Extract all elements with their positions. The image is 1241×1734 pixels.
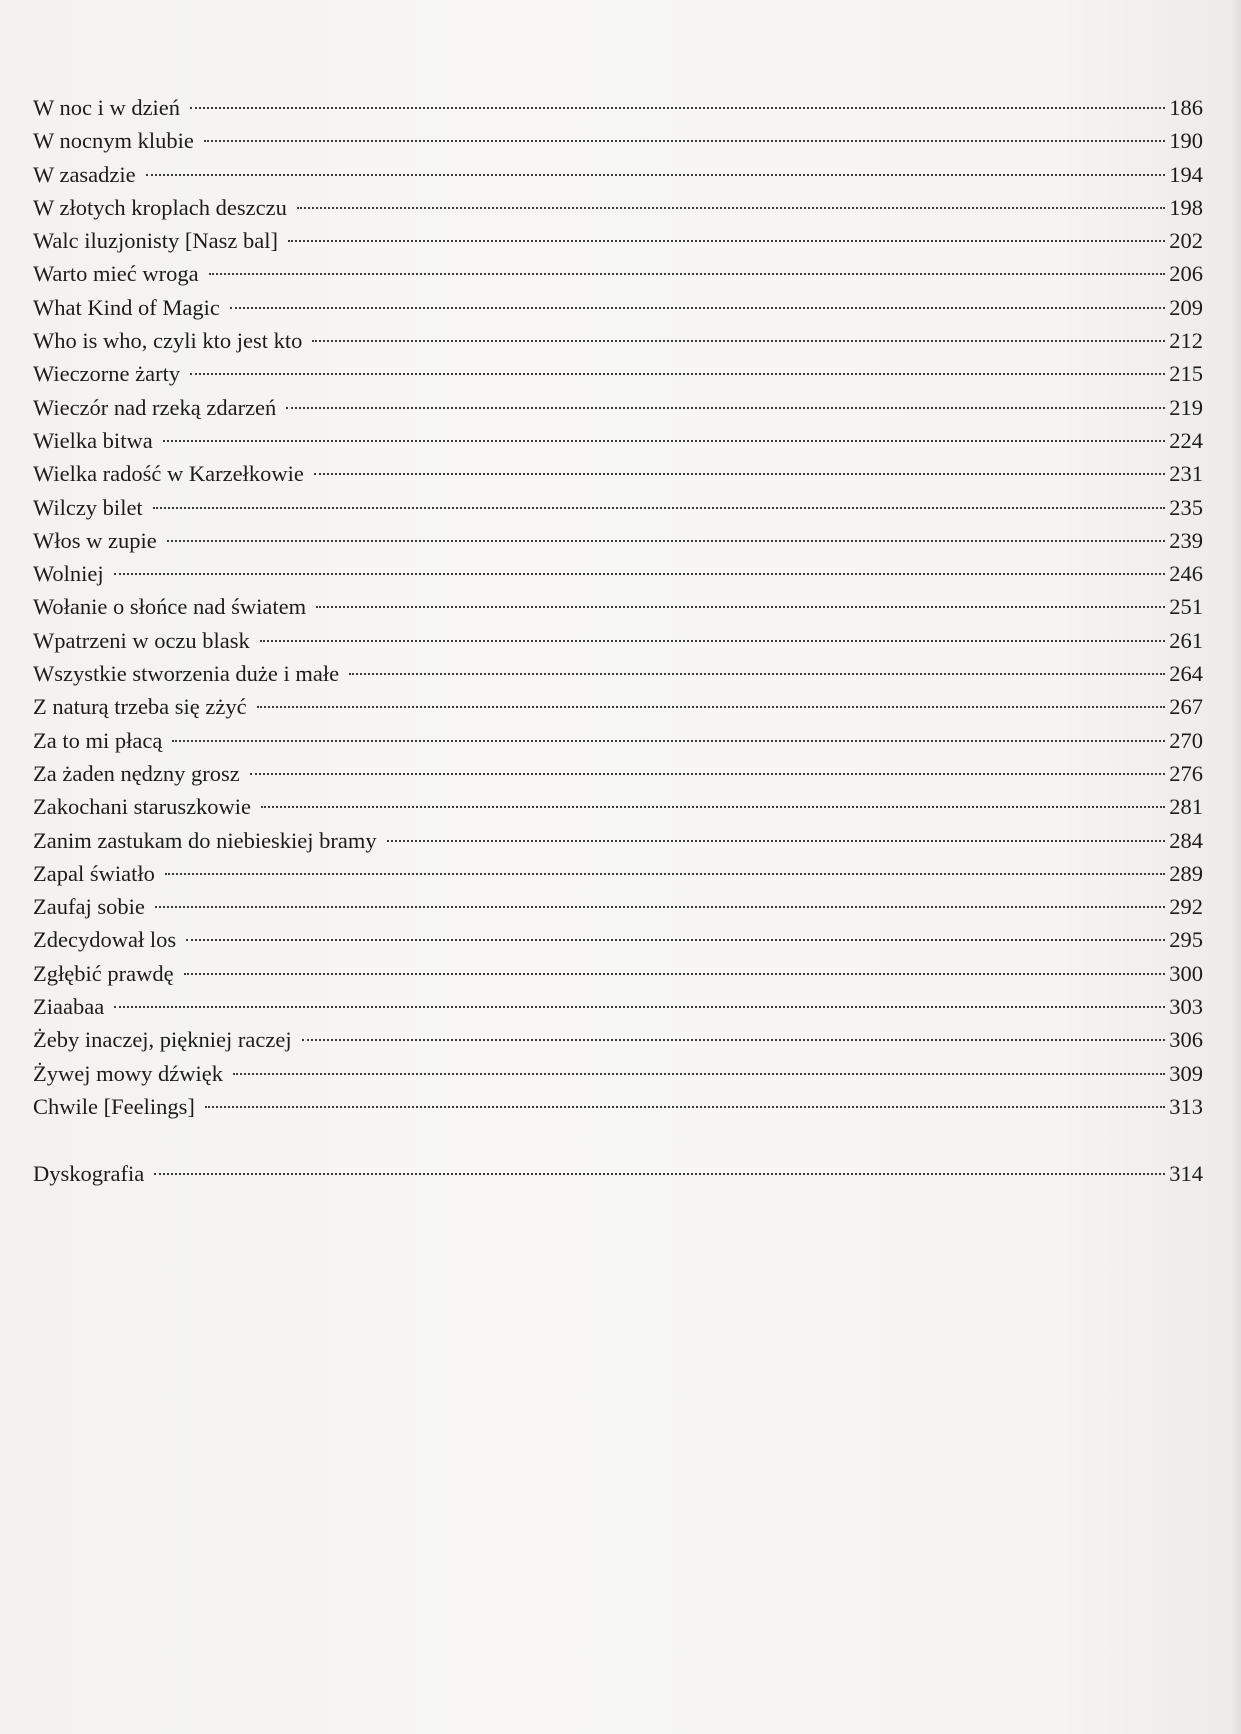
toc-entry xyxy=(33,624,1203,657)
toc-dot-leader xyxy=(387,840,1166,842)
toc-entry xyxy=(33,124,1203,157)
toc-entry-page-number: 276 xyxy=(1169,760,1203,786)
toc-entry-title: Za to mi płacą xyxy=(33,727,163,753)
toc-entry-page-number: 186 xyxy=(1169,95,1203,120)
toc-entry-title: Wolniej xyxy=(33,561,104,587)
toc-entry-page-number: 212 xyxy=(1169,328,1203,354)
toc-entry xyxy=(33,257,1203,290)
page-edge-shadow xyxy=(1231,0,1241,1734)
toc-entry xyxy=(33,1090,1203,1123)
toc-entry-title: Ziaabaa xyxy=(33,994,105,1020)
toc-entry xyxy=(33,457,1203,490)
toc-entry-title: Żeby inaczej, piękniej raczej xyxy=(33,1027,292,1053)
toc-entry-page-number: 219 xyxy=(1169,394,1203,420)
toc-entry xyxy=(33,657,1203,690)
toc-entry-title: What Kind of Magic xyxy=(33,294,220,320)
toc-dot-leader xyxy=(316,606,1165,608)
toc-entry xyxy=(33,158,1203,191)
toc-entry xyxy=(33,957,1203,990)
toc-entry-title: Zdecydował los xyxy=(33,927,177,953)
toc-entry xyxy=(33,391,1203,424)
toc-entry-page-number: 246 xyxy=(1169,561,1203,587)
toc-entry-title: Wielka radość w Karzełkowie xyxy=(33,461,304,487)
toc-dot-leader xyxy=(205,1106,1165,1108)
toc-entry xyxy=(33,557,1203,590)
toc-entry xyxy=(33,424,1203,457)
toc-entry-page-number: 267 xyxy=(1169,694,1203,720)
toc-dot-leader xyxy=(261,806,1165,808)
toc-entry-page-number: 309 xyxy=(1169,1060,1203,1086)
toc-dot-leader xyxy=(165,873,1165,875)
toc-entry-title: Za żaden nędzny grosz xyxy=(33,760,240,786)
toc-entry-page-number: 215 xyxy=(1169,361,1203,387)
toc-entry xyxy=(33,590,1203,623)
toc-entry-page-number: 261 xyxy=(1169,627,1203,653)
toc-dot-leader xyxy=(286,407,1165,409)
toc-entry xyxy=(33,824,1203,857)
toc-entry-title: Zanim zastukam do niebieskiej bramy xyxy=(33,827,377,853)
toc-entry-page-number: 284 xyxy=(1169,827,1203,853)
toc-entry xyxy=(33,491,1203,524)
toc-entry-title: Who is who, czyli kto jest kto xyxy=(33,328,303,354)
toc-entry-title: Z naturą trzeba się zżyć xyxy=(33,694,247,720)
toc-entry xyxy=(33,357,1203,390)
toc-dot-leader xyxy=(260,640,1165,642)
toc-entry xyxy=(33,324,1203,357)
toc-dot-leader xyxy=(233,1073,1165,1075)
toc-entry-title: Wołanie o słońce nad światem xyxy=(33,594,307,620)
toc-entry-page-number: 239 xyxy=(1169,527,1203,553)
toc-dot-leader xyxy=(167,540,1166,542)
toc-entry xyxy=(33,91,1203,124)
toc-dot-leader xyxy=(114,1006,1165,1008)
toc-dot-leader xyxy=(257,706,1166,708)
toc-entry-title: Wszystkie stworzenia duże i małe xyxy=(33,661,340,687)
toc-entry-discography xyxy=(33,1157,1203,1190)
toc-entry-page-number: 206 xyxy=(1169,261,1203,287)
toc-entry-title: Wieczorne żarty xyxy=(33,361,181,387)
toc-dot-leader xyxy=(314,473,1165,475)
toc-entry-title: Żywej mowy dźwięk xyxy=(33,1060,223,1086)
toc-dot-leader xyxy=(349,673,1165,675)
toc-entry-title: Zaufaj sobie xyxy=(33,894,145,920)
toc-dot-leader xyxy=(190,373,1165,375)
toc-dot-leader xyxy=(163,440,1166,442)
toc-entry-page-number: 198 xyxy=(1169,194,1203,220)
toc-entry-page-number: 313 xyxy=(1169,1093,1203,1119)
toc-entry-title: Zapal światło xyxy=(33,860,155,886)
toc-dot-leader xyxy=(153,507,1166,509)
toc-dot-leader xyxy=(114,573,1166,575)
toc-entry xyxy=(33,690,1203,723)
toc-entry-title: Dyskografia xyxy=(33,1160,145,1186)
toc-entry-title: Włos w zupie xyxy=(33,527,157,553)
toc-entry-page-number: 314 xyxy=(1169,1160,1203,1186)
toc-dot-leader xyxy=(204,140,1165,142)
toc-entry-page-number: 292 xyxy=(1169,894,1203,920)
toc-entry-page-number: 194 xyxy=(1169,161,1203,187)
toc-entry-page-number: 231 xyxy=(1169,461,1203,487)
toc-dot-leader xyxy=(146,174,1166,176)
toc-entry-page-number: 303 xyxy=(1169,994,1203,1020)
toc-dot-leader xyxy=(172,740,1165,742)
toc-entry-title: W złotych kroplach deszczu xyxy=(33,194,287,220)
toc-entry-title: Chwile [Feelings] xyxy=(33,1093,195,1119)
toc-entry xyxy=(33,1023,1203,1056)
toc-dot-leader xyxy=(184,973,1166,975)
toc-entry-title: Wpatrzeni w oczu blask xyxy=(33,627,250,653)
toc-entry-title: Warto mieć wroga xyxy=(33,261,199,287)
toc-entry xyxy=(33,890,1203,923)
toc-entry-page-number: 270 xyxy=(1169,727,1203,753)
toc-entry xyxy=(33,524,1203,557)
table-of-contents xyxy=(33,91,1203,1190)
toc-entry-title: Zakochani staruszkowie xyxy=(33,794,252,820)
toc-dot-leader xyxy=(186,939,1165,941)
toc-entry-title: W nocnym klubie xyxy=(33,128,194,154)
toc-entry-page-number: 300 xyxy=(1169,960,1203,986)
toc-entry-page-number: 289 xyxy=(1169,860,1203,886)
toc-entry-title: Walc iluzjonisty [Nasz bal] xyxy=(33,228,278,254)
toc-entry xyxy=(33,224,1203,257)
toc-entry-title: Wilczy bilet xyxy=(33,494,143,520)
toc-entry-page-number: 235 xyxy=(1169,494,1203,520)
toc-entry xyxy=(33,923,1203,956)
toc-entry-title: Zgłębić prawdę xyxy=(33,960,174,986)
toc-entry-title: W noc i w dzień xyxy=(33,95,181,120)
toc-dot-leader xyxy=(190,107,1165,109)
toc-dot-leader xyxy=(230,307,1165,309)
toc-entry-title: Wielka bitwa xyxy=(33,427,153,453)
toc-entry-page-number: 251 xyxy=(1169,594,1203,620)
toc-entry xyxy=(33,790,1203,823)
toc-dot-leader xyxy=(250,773,1165,775)
toc-entry-page-number: 306 xyxy=(1169,1027,1203,1053)
toc-entry-page-number: 209 xyxy=(1169,294,1203,320)
toc-dot-leader xyxy=(297,207,1165,209)
toc-dot-leader xyxy=(288,240,1165,242)
toc-dot-leader xyxy=(209,273,1166,275)
toc-entry xyxy=(33,191,1203,224)
toc-entry xyxy=(33,291,1203,324)
toc-dot-leader xyxy=(312,340,1165,342)
toc-entry-page-number: 190 xyxy=(1169,128,1203,154)
toc-dot-leader xyxy=(302,1039,1166,1041)
toc-entry xyxy=(33,990,1203,1023)
toc-entry-page-number: 295 xyxy=(1169,927,1203,953)
toc-entry xyxy=(33,757,1203,790)
toc-entry-page-number: 281 xyxy=(1169,794,1203,820)
toc-entry-title: Wieczór nad rzeką zdarzeń xyxy=(33,394,277,420)
toc-dot-leader xyxy=(155,906,1165,908)
toc-entry-page-number: 202 xyxy=(1169,228,1203,254)
toc-entry-title: W zasadzie xyxy=(33,161,136,187)
toc-entry xyxy=(33,724,1203,757)
toc-dot-leader xyxy=(154,1173,1165,1175)
toc-entry xyxy=(33,857,1203,890)
toc-entry xyxy=(33,1057,1203,1090)
toc-entry-page-number: 264 xyxy=(1169,661,1203,687)
toc-entry-page-number: 224 xyxy=(1169,427,1203,453)
